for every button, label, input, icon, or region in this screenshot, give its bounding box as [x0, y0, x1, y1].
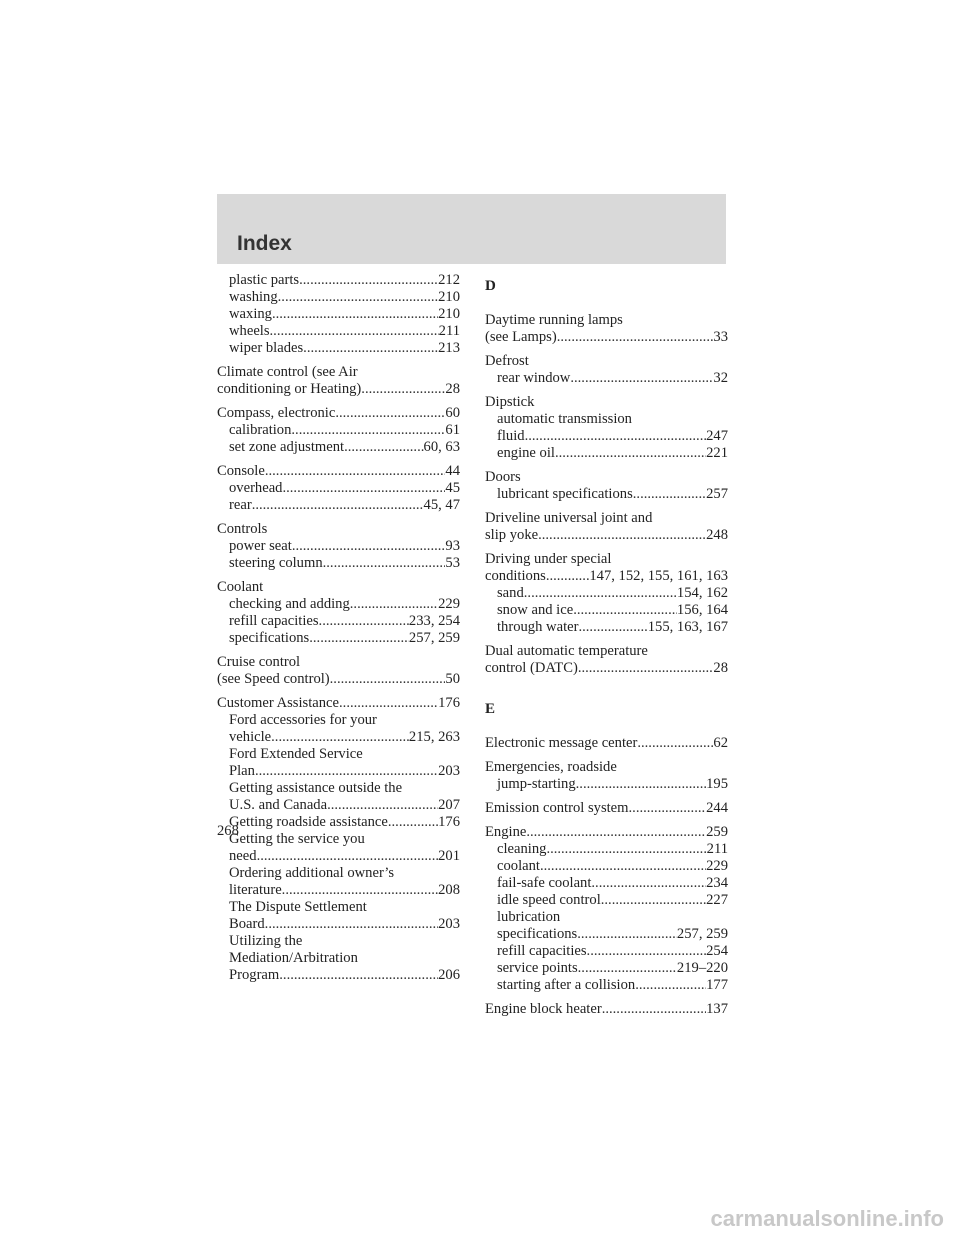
- index-entry: [485, 759, 728, 793]
- page-reference: 156, 164: [676, 602, 728, 618]
- page-reference: 248: [706, 527, 728, 543]
- page-number: 268: [217, 823, 239, 839]
- entry-text: Emergencies, roadside: [485, 759, 617, 775]
- index-entry: [217, 654, 460, 688]
- dot-leader: [309, 630, 409, 647]
- page-reference: 60: [445, 405, 460, 421]
- section-letter: D: [485, 278, 496, 294]
- page-reference: 195: [706, 776, 728, 792]
- dot-leader: [350, 596, 438, 613]
- header-band: [217, 194, 726, 264]
- page-reference: 60, 63: [423, 439, 460, 455]
- entry-text: through water: [497, 619, 579, 635]
- entry-text: U.S. and Canada: [229, 797, 328, 813]
- dot-leader: [270, 323, 439, 340]
- page-reference: 44: [445, 463, 460, 479]
- index-entry: [485, 469, 728, 503]
- index-entry: [217, 521, 460, 572]
- index-entry-line: [485, 527, 728, 544]
- entry-text: washing: [229, 289, 278, 305]
- index-subentry-line: [485, 428, 728, 445]
- entry-text: fluid: [497, 428, 525, 444]
- page-reference: 206: [438, 967, 460, 983]
- page-reference: 247: [706, 428, 728, 444]
- page-reference: 33: [713, 329, 728, 345]
- page-reference: 215, 263: [408, 729, 460, 745]
- index-entry-line: [217, 364, 460, 381]
- dot-leader: [265, 463, 446, 480]
- page-reference: 177: [706, 977, 728, 993]
- index-subentry-line: [217, 613, 460, 630]
- index-subentry-line: [485, 445, 728, 462]
- index-entry: [485, 643, 728, 677]
- entry-text: conditioning or Heating): [217, 381, 362, 397]
- entry-text: Getting assistance outside the: [229, 780, 403, 796]
- entry-text: refill capacities: [229, 613, 319, 629]
- index-subentry-line: [217, 848, 460, 865]
- entry-text: conditions: [485, 568, 546, 584]
- index-subentry-line: [217, 323, 460, 340]
- dot-leader: [587, 943, 707, 960]
- index-subentry-line: [217, 729, 460, 746]
- index-entry: [217, 405, 460, 456]
- dot-leader: [303, 340, 438, 357]
- entry-text: Emission control system: [485, 800, 629, 816]
- index-subentry-line: [485, 619, 728, 636]
- dot-leader: [601, 892, 706, 909]
- index-entry-line: [485, 759, 728, 776]
- index-entry: [485, 824, 728, 994]
- index-subentry-line: [217, 422, 460, 439]
- page-reference: 210: [438, 306, 460, 322]
- entry-text: control (DATC): [485, 660, 578, 676]
- index-entry-line: [485, 824, 728, 841]
- page-reference: 61: [445, 422, 460, 438]
- index-entry-line: [217, 579, 460, 596]
- entry-text: vehicle: [229, 729, 272, 745]
- index-entry-line: [217, 654, 460, 671]
- page-reference: 213: [438, 340, 460, 356]
- index-entry-line: [217, 695, 460, 712]
- index-subentry-line: [485, 411, 728, 428]
- index-subentry-line: [485, 776, 728, 793]
- entry-text: overhead: [229, 480, 283, 496]
- page-reference: 234: [706, 875, 728, 891]
- entry-text: Climate control (see Air: [217, 364, 358, 380]
- index-entry: [485, 353, 728, 387]
- entry-text: coolant: [497, 858, 540, 874]
- dot-leader: [278, 289, 438, 306]
- page-reference: 45, 47: [423, 497, 460, 513]
- entry-text: specifications: [229, 630, 310, 646]
- entry-text: refill capacities: [497, 943, 587, 959]
- page-reference: 53: [445, 555, 460, 571]
- entry-text: sand: [497, 585, 524, 601]
- page-reference: 211: [438, 323, 460, 339]
- index-subentry-line: [217, 831, 460, 848]
- index-subentry-line: [217, 340, 460, 357]
- entry-text: Compass, electronic: [217, 405, 336, 421]
- dot-leader: [330, 671, 446, 688]
- index-subentry-line: [217, 289, 460, 306]
- index-subentry-line: [217, 712, 460, 729]
- dot-leader: [591, 875, 706, 892]
- dot-leader: [335, 405, 445, 422]
- page-reference: 147, 152, 155, 161, 163: [589, 568, 728, 584]
- index-subentry-line: [217, 555, 460, 572]
- page-reference: 45: [445, 480, 460, 496]
- index-subentry-line: [217, 865, 460, 882]
- index-entry: [217, 695, 460, 984]
- dot-leader: [271, 729, 409, 746]
- index-entry-line: [485, 643, 728, 660]
- index-entry-line: [485, 551, 728, 568]
- page-reference: 28: [445, 381, 460, 397]
- page-reference: 201: [438, 848, 460, 864]
- dot-leader: [635, 977, 706, 994]
- entry-text: Getting the service you: [229, 831, 365, 847]
- index-subentry-line: [217, 814, 460, 831]
- index-subentry-line: [217, 439, 460, 456]
- index-entry-line: [485, 353, 728, 370]
- entry-text: calibration: [229, 422, 292, 438]
- dot-leader: [546, 568, 590, 585]
- entry-text: Program: [229, 967, 280, 983]
- index-entry-line: [485, 510, 728, 527]
- entry-text: literature: [229, 882, 282, 898]
- index-subentry-line: [485, 486, 728, 503]
- index-subentry-line: [217, 780, 460, 797]
- entry-text: steering column: [229, 555, 323, 571]
- index-subentry-line: [485, 977, 728, 994]
- dot-leader: [540, 858, 706, 875]
- entry-text: Dipstick: [485, 394, 535, 410]
- entry-text: Plan: [229, 763, 255, 779]
- entry-text: Driving under special: [485, 551, 612, 567]
- page-reference: 176: [438, 814, 460, 830]
- entry-text: set zone adjustment: [229, 439, 345, 455]
- index-entry-line: [485, 568, 728, 585]
- index-subentry-line: [485, 909, 728, 926]
- index-subentry-line: [485, 602, 728, 619]
- index-subentry-line: [217, 272, 460, 289]
- page-reference: 93: [445, 538, 460, 554]
- page-reference: 203: [438, 916, 460, 932]
- entry-text: wiper blades: [229, 340, 304, 356]
- index-entry-line: [217, 463, 460, 480]
- index-entry: [485, 1001, 728, 1018]
- entry-text: fail-safe coolant: [497, 875, 592, 891]
- index-column-right: [485, 272, 728, 1025]
- index-subentry-line: [217, 763, 460, 780]
- dot-leader: [279, 967, 438, 984]
- entry-text: Ordering additional owner’s: [229, 865, 395, 881]
- entry-text: Electronic message center: [485, 735, 638, 751]
- index-entry-line: [217, 521, 460, 538]
- page-reference: 221: [706, 445, 728, 461]
- index-column-left: [217, 272, 460, 991]
- dot-leader: [578, 619, 647, 636]
- dot-leader: [319, 613, 409, 630]
- entry-text: wheels: [229, 323, 270, 339]
- index-subentry-line: [485, 960, 728, 977]
- entry-text: The Dispute Settlement: [229, 899, 367, 915]
- index-entry-line: [485, 329, 728, 346]
- page-reference: 210: [438, 289, 460, 305]
- entry-text: Coolant: [217, 579, 264, 595]
- index-entry-line: [217, 405, 460, 422]
- index-entry-line: [485, 394, 728, 411]
- dot-leader: [344, 439, 423, 456]
- dot-leader: [602, 1001, 706, 1018]
- dot-leader: [282, 480, 445, 497]
- entry-text: (see Lamps): [485, 329, 557, 345]
- page-title: Index: [237, 232, 292, 255]
- page-reference: 244: [706, 800, 728, 816]
- dot-leader: [538, 527, 706, 544]
- index-entry: [217, 364, 460, 398]
- entry-text: Utilizing the: [229, 933, 303, 949]
- page-reference: 219–220: [676, 960, 728, 976]
- page-reference: 259: [706, 824, 728, 840]
- index-entry-line: [485, 1001, 728, 1018]
- entry-text: Getting roadside assistance: [229, 814, 388, 830]
- index-entry-line: [217, 381, 460, 398]
- page-reference: 176: [438, 695, 460, 711]
- entry-text: Customer Assistance: [217, 695, 340, 711]
- entry-text: Console: [217, 463, 265, 479]
- index-entry: [217, 272, 460, 357]
- index-entry-line: [217, 671, 460, 688]
- page-reference: 211: [706, 841, 728, 857]
- dot-leader: [265, 916, 438, 933]
- entry-text: plastic parts: [229, 272, 300, 288]
- entry-text: rear: [229, 497, 252, 513]
- dot-leader: [252, 497, 424, 514]
- index-subentry-line: [217, 950, 460, 967]
- index-subentry-line: [485, 926, 728, 943]
- dot-leader: [327, 797, 438, 814]
- entry-text: (see Speed control): [217, 671, 330, 687]
- index-entry: [485, 800, 728, 817]
- index-entry-line: [485, 660, 728, 677]
- dot-leader: [282, 882, 438, 899]
- dot-leader: [292, 538, 446, 555]
- entry-text: idle speed control: [497, 892, 601, 908]
- entry-text: lubrication: [497, 909, 561, 925]
- index-subentry-line: [485, 892, 728, 909]
- dot-leader: [629, 800, 707, 817]
- dot-leader: [526, 824, 706, 841]
- page-reference: 203: [438, 763, 460, 779]
- dot-leader: [361, 381, 445, 398]
- index-entry: [485, 551, 728, 636]
- entry-text: Engine block heater: [485, 1001, 602, 1017]
- dot-leader: [257, 848, 439, 865]
- index-entry-line: [485, 800, 728, 817]
- index-subentry-line: [485, 943, 728, 960]
- index-entry: [217, 463, 460, 514]
- entry-text: Defrost: [485, 353, 529, 369]
- page-reference: 254: [706, 943, 728, 959]
- page-reference: 212: [438, 272, 460, 288]
- dot-leader: [255, 763, 438, 780]
- page-reference: 28: [713, 660, 728, 676]
- entry-text: service points: [497, 960, 578, 976]
- entry-text: Controls: [217, 521, 268, 537]
- dot-leader: [557, 329, 714, 346]
- page-reference: 62: [713, 735, 728, 751]
- entry-text: lubricant specifications: [497, 486, 633, 502]
- page-reference: 257: [706, 486, 728, 502]
- dot-leader: [578, 960, 677, 977]
- index-subentry-line: [217, 933, 460, 950]
- dot-leader: [524, 585, 677, 602]
- dot-leader: [637, 735, 713, 752]
- page-reference: 233, 254: [408, 613, 460, 629]
- entry-text: Engine: [485, 824, 527, 840]
- index-subentry-line: [217, 916, 460, 933]
- index-entry: [217, 579, 460, 647]
- index-subentry-line: [217, 596, 460, 613]
- index-subentry-line: [485, 841, 728, 858]
- dot-leader: [578, 660, 714, 677]
- entry-text: cleaning: [497, 841, 547, 857]
- page-reference: 207: [438, 797, 460, 813]
- entry-text: power seat: [229, 538, 292, 554]
- entry-text: Dual automatic temperature: [485, 643, 648, 659]
- page-reference: 137: [706, 1001, 728, 1017]
- page-reference: 50: [445, 671, 460, 687]
- index-entry: [485, 735, 728, 752]
- index-entry: [485, 394, 728, 462]
- dot-leader: [339, 695, 438, 712]
- dot-leader: [633, 486, 706, 503]
- index-subentry-line: [485, 858, 728, 875]
- page-reference: 208: [438, 882, 460, 898]
- page-reference: 32: [713, 370, 728, 386]
- entry-text: jump-starting: [497, 776, 576, 792]
- dot-leader: [546, 841, 706, 858]
- entry-text: Daytime running lamps: [485, 312, 623, 328]
- dot-leader: [570, 370, 713, 387]
- page-reference: 227: [706, 892, 728, 908]
- index-subentry-line: [217, 497, 460, 514]
- entry-text: Mediation/Arbitration: [229, 950, 358, 966]
- entry-text: starting after a collision: [497, 977, 636, 993]
- entry-text: automatic transmission: [497, 411, 632, 427]
- entry-text: snow and ice: [497, 602, 574, 618]
- page-reference: 257, 259: [676, 926, 728, 942]
- entry-text: rear window: [497, 370, 571, 386]
- index-subentry-line: [217, 306, 460, 323]
- entry-text: specifications: [497, 926, 578, 942]
- index-entry: [485, 510, 728, 544]
- entry-text: checking and adding: [229, 596, 350, 612]
- entry-text: Ford Extended Service: [229, 746, 363, 762]
- dot-leader: [573, 602, 677, 619]
- index-subentry-line: [217, 538, 460, 555]
- entry-text: Doors: [485, 469, 521, 485]
- index-entry-line: [485, 735, 728, 752]
- dot-leader: [525, 428, 707, 445]
- entry-text: Cruise control: [217, 654, 301, 670]
- page-reference: 229: [706, 858, 728, 874]
- dot-leader: [576, 776, 706, 793]
- entry-text: slip yoke: [485, 527, 539, 543]
- entry-text: need: [229, 848, 257, 864]
- index-subentry-line: [217, 746, 460, 763]
- dot-leader: [291, 422, 445, 439]
- entry-text: waxing: [229, 306, 272, 322]
- page-reference: 155, 163, 167: [647, 619, 728, 635]
- index-subentry-line: [485, 370, 728, 387]
- dot-leader: [388, 814, 438, 831]
- index-subentry-line: [217, 480, 460, 497]
- dot-leader: [577, 926, 677, 943]
- index-subentry-line: [485, 585, 728, 602]
- entry-text: engine oil: [497, 445, 555, 461]
- index-subentry-line: [485, 875, 728, 892]
- page-reference: 229: [438, 596, 460, 612]
- page-reference: 257, 259: [408, 630, 460, 646]
- entry-text: Board: [229, 916, 265, 932]
- dot-leader: [323, 555, 446, 572]
- page-reference: 154, 162: [676, 585, 728, 601]
- index-entry-line: [485, 312, 728, 329]
- watermark: carmanualsonline.info: [710, 1206, 944, 1231]
- dot-leader: [555, 445, 706, 462]
- entry-text: Driveline universal joint and: [485, 510, 653, 526]
- dot-leader: [272, 306, 438, 323]
- index-entry: [485, 312, 728, 346]
- index-entry-line: [485, 469, 728, 486]
- index-subentry-line: [217, 899, 460, 916]
- dot-leader: [299, 272, 438, 289]
- index-subentry-line: [217, 967, 460, 984]
- section-letter: E: [485, 701, 496, 717]
- index-subentry-line: [217, 630, 460, 647]
- index-subentry-line: [217, 797, 460, 814]
- index-subentry-line: [217, 882, 460, 899]
- entry-text: Ford accessories for your: [229, 712, 377, 728]
